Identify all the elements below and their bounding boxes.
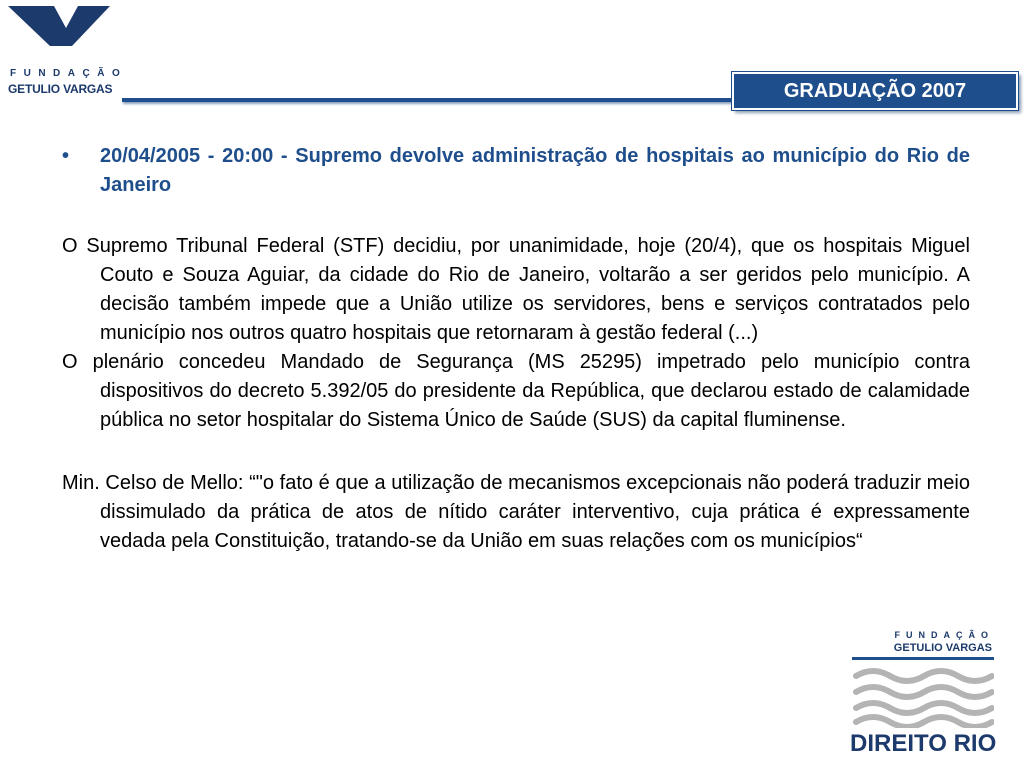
graduacao-badge: GRADUAÇÃO 2007 xyxy=(732,72,1018,110)
waves-icon xyxy=(852,666,994,728)
logo-gv-text: GETULIO VARGAS xyxy=(8,82,113,96)
logo-direito-rio-text: DIREITO RIO xyxy=(850,730,997,757)
fgv-logo xyxy=(8,6,128,96)
bullet-icon: • xyxy=(62,145,70,167)
logo-bottom-gv-text: GETULIO VARGAS xyxy=(893,642,992,654)
fgv-chevron-icon xyxy=(8,6,110,46)
logo-fundacao-text: FUNDAÇÃO xyxy=(10,68,128,79)
slide-content xyxy=(62,142,970,556)
paragraph-stf-decision: O Supremo Tribunal Federal (STF) decidiu, por unanimidade, hoje (20/4), que os hospitais Miguel Couto e Souza Aguiar, da cidade do Rio de Janeiro, voltarão a ser geridos pelo município. A decisão também impede que a União utilize os servidores, bens e serviços contratados pelo município nos outros quatro hospitais que retornaram à gestão federal (...) xyxy=(62,235,970,344)
news-heading xyxy=(62,142,970,200)
paragraph-mandado: O plenário concedeu Mandado de Segurança (MS 25295) impetrado pelo município contra dispositivos do decreto 5.392/05 do presidente da República, que declarou estado de calamidade pública no setor hospitalar do Sistema Único de Saúde (SUS) da capital fluminense. xyxy=(62,351,970,431)
logo-bottom-fundacao-text: FUNDAÇÃO xyxy=(894,630,994,640)
paragraph-quote: Min. Celso de Mello: “"o fato é que a utilização de mecanismos excepcionais não poderá traduzir meio dissimulado da prática de atos de nítido caráter interventivo, cuja prática é expressamente vedada pela Constituição, tratando-se da União em suas relações com os municípios“ xyxy=(62,472,970,552)
logo-bottom-rule xyxy=(852,657,994,660)
direito-rio-logo xyxy=(848,626,998,764)
news-heading-text: 20/04/2005 - 20:00 - Supremo devolve administração de hospitais ao município do Rio de Janeiro xyxy=(100,145,970,196)
